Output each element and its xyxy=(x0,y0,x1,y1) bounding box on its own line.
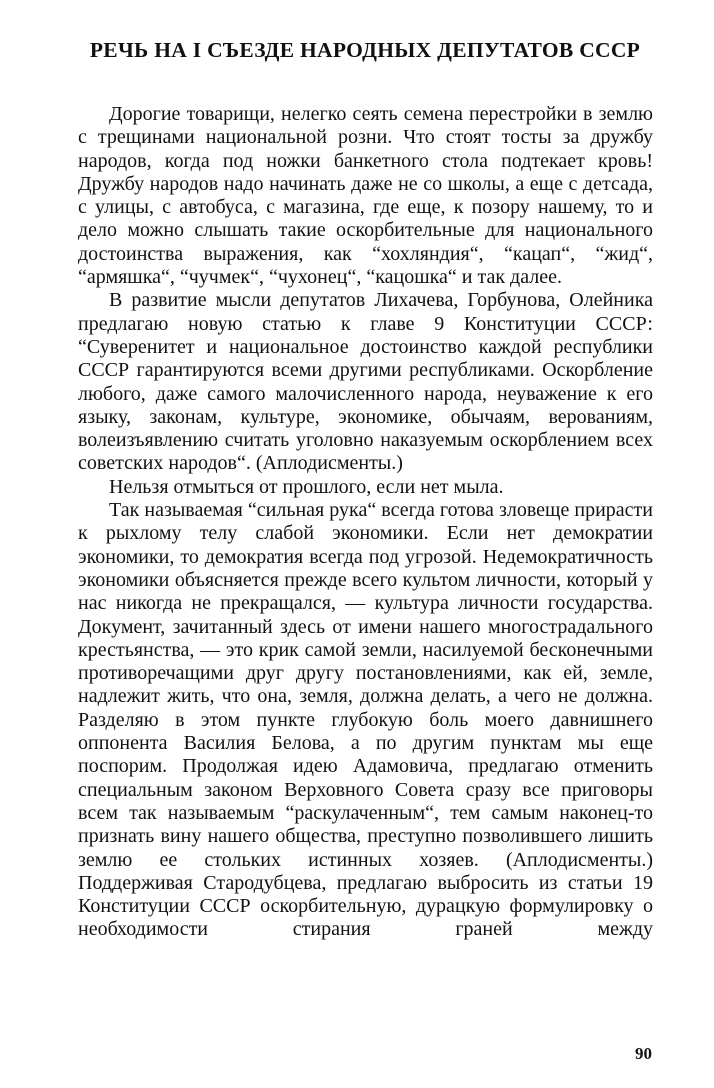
paragraph-1: Дорогие товарищи, нелегко сеять семена перестройки в землю с трещинами национальной розни. Что стоят тосты за дружбу народов, когда под ножки банкетного стола подтекает кровь! Дружбу народов надо начинать даже не со школы, а еще с детсада, с улицы, с автобуса, с магазина, где еще, к позору нашему, то и дело можно слышать такие оскорбительные для национального достоинства выражения, как “хохляндия“, “кацап“, “жид“, “армяшка“, “чучмек“, “чухонец“, “кацошка“ и так далее. xyxy=(78,103,653,289)
paragraph-3: Нельзя отмыться от прошлого, если нет мыла. xyxy=(109,475,504,498)
paragraph-4: Так называемая “сильная рука“ всегда готова зловеще прирасти к рыхлому телу слабой экономики. Если нет демократии экономики, то демократия всегда под угрозой. Недемократичность экономики объясняется прежде всего культом личности, который у нас никогда не прекращался, — культура личности государства. Документ, зачитанный здесь от имени нашего многострадального крестьянства, — это крик самой земли, насилуемой бесконечными противоречащими друг другу постановлениями, как ей, земле, надлежит жить, что она, земля, должна делать, а чего не должна. Разделяю в этом пункте глубокую боль моего давнишнего оппонента Василия Белова, а по другим пунктам мы еще поспорим. Продолжая идею Адамовича, предлагаю отменить специальным законом Верховного Совета сразу все приговоры всем так называемым “раскулаченным“, тем самым наконец-то признать вину нашего общества, преступно позволившего лишить землю ее стольких истинных хозяев. (Аплодисменты.) Поддерживая Стародубцева, предлагаю выбросить из статьи 19 Конституции СССР оскорбительную, дурацкую формулировку о необходимости стирания граней между xyxy=(78,499,653,941)
paragraph-2: В развитие мысли депутатов Лихачева, Горбунова, Олейника предлагаю новую статью к главе 9 Конституции СССР: “Суверенитет и национальное достоинство каждой республики СССР гарантируются всеми другими республиками. Оскорбление любого, даже самого малочисленного народа, неуважение к его языку, законам, культуре, экономике, обычаям, верованиям, волеизъявлению считать уголовно наказуемым оскорблением всех советских народов“. (Аплодисменты.) xyxy=(78,289,653,475)
page-number: 90 xyxy=(635,1044,652,1063)
page-title: РЕЧЬ НА I СЪЕЗДЕ НАРОДНЫХ ДЕПУТАТОВ СССР xyxy=(89,38,641,62)
body-text xyxy=(78,103,653,942)
